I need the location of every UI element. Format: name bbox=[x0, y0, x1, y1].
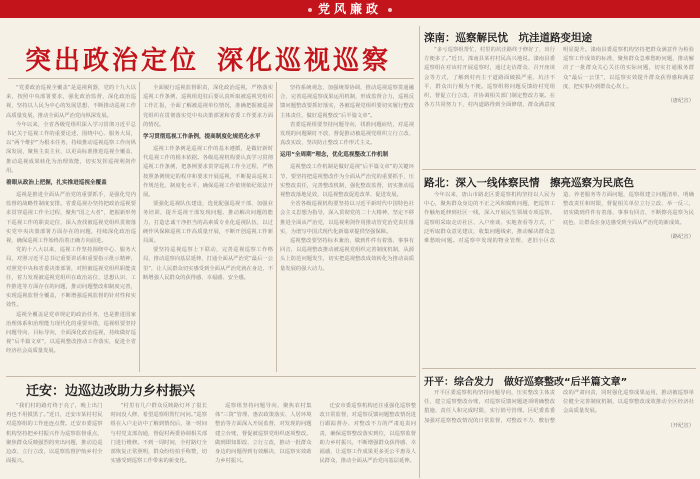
paragraph: 全省各级巡视机构要坚持以习近平新时代中国特色社会主义思想为指导，深入贯彻党的二十大精神，坚定不移推进全面从严治党，以巡视利剑作用推动管党治党责任落实，为谱写中国式现代化新篇章提供坚强保障。 bbox=[280, 201, 414, 235]
paragraph: “党委政治巡视全覆盖”是巡视利器，党的十九大以来，按照中央部署要求，强化政治监督，深化政治巡视，坚持以人民为中心的发展思想，不断推动巡视工作高质量发展，推动全面从严治党向纵深发展。 bbox=[6, 85, 136, 119]
paragraph: 党的十八大以来，巡视工作坚持围绕中心、服务大局，对照习近平总书记重要讲话和重要指示批示精神，对照党中央和省委决策部署，对照被巡视党组织职能责任，着力发现被巡视党组织在政治站位、思想认识、工作推进等方面存在的问题，推动问题整改和制度完善，实现巡视监督全覆盖，不断增强巡视监督的针对性和实效性。 bbox=[6, 247, 136, 309]
byline: （开纪宣） bbox=[667, 422, 694, 429]
subheading: 着眼从政治上把握，扎实推进巡视全覆盖 bbox=[6, 180, 107, 187]
article-body-qianan bbox=[6, 402, 416, 478]
headline-divider bbox=[8, 78, 414, 79]
section-header-title bbox=[0, 0, 700, 18]
paragraph: 巡察组坚持问题导向，聚焦农村集体“三资”管理、惠农政策落实、人居环境整治等方面深入开展监督，对发现的问题建立台账，督促被巡察党组织逐项整改，做到即知即改、立行立改，推动一批群众身边的问题得到有效解决，以巡察实效助力乡村振兴。 bbox=[215, 403, 312, 465]
headline-part-2: 深化巡视巡察 bbox=[217, 46, 392, 76]
newspaper-page bbox=[0, 18, 700, 479]
paragraph: “多亏巡察组帮忙，村里的坑洼路终于修好了，出行方便多了。”近日，滦南县某村村民高兴地说。滦南县委巡察组在对该村开展巡察时，通过走访群众、召开座谈会等方式，了解到村内主干道路面破损严重、坑洼不平，群众出行极为不便。巡察组将问题反馈给村党组织，督促立行立改，并协调相关部门制定整改方案。在各方共同努力下，村内道路得到全面修缮，群众满意度明显提升。滦南县委巡察机构坚持把群众满意作为检验巡察工作成效的标准，聚焦群众急难愁盼问题，推动解决了一批群众关心关注的实际问题，切实打通服务群众“最后一公里”，以巡察实效提升群众获得感和满意度，把实事办到群众心坎上。 bbox=[424, 47, 694, 109]
paragraph: 巡视整改要坚持标本兼治，做到件件有着落、事事有回音，以巡视整改推动被巡视党组织完善制度机制，从源头上防范问题发生，切实把巡视整改成效转化为推动高质量发展的强大动力。 bbox=[280, 238, 414, 272]
article-title-qianan: 迁安：边巡边改助力乡村振兴 bbox=[26, 384, 196, 399]
article-title-kaiping: 开平：综合发力 做好巡察整改“后半篇文章” bbox=[424, 377, 628, 388]
article-divider bbox=[6, 376, 416, 377]
paragraph: 迁安市委巡察机构还注重强化巡察整改日常监督，对巡察反馈问题整改情况进行跟踪督办，对整改不力的严肃追责问责，确保巡察整改落实到位，以巡察监督助力乡村振兴，不断增强群众获得感、幸福感，让巡察工作成果更多更公平惠及人民群众，推动全面从严治党向基层延伸。 bbox=[319, 403, 416, 465]
article-body-lubei bbox=[424, 191, 694, 363]
main-article-column-3 bbox=[280, 84, 414, 370]
paragraph: 今年以来，唐山市路北区委巡察机构坚持以人民为中心，聚焦群众身边的不正之风和腐败问题，把巡察工作触角延伸到社区一线，深入开展民生领域专项巡察。巡察组采取走访社区、入户座谈、实地查看等方式，广泛听取群众意见建议，收集问题线索，推动解决群众急难愁盼问题。对巡察中发现的物业管理、老旧小区改造、养老服务等方面问题，巡察组建立问题清单，明确整改责任和时限，督促相关单位立行立改、举一反三，切实做到件件有着落、事事有回音，不断擦亮巡察为民底色，让群众在身边感受到全面从严治党的新成效。 bbox=[424, 192, 694, 245]
paragraph: 巡视整改工作机制是做好巡视“后半篇文章”的关键环节，要坚持把巡视整改作为全面从严治党的重要抓手，压实整改责任，完善整改机制，强化整改监督，切实推动巡视整改落地见效，以巡视整改促进改革、促进发展。 bbox=[280, 164, 414, 199]
paragraph: 巡视工作条例是巡视工作的基本遵循，是做好新时代巡视工作的根本依据。各级巡视机构要认真学习贯彻巡视工作条例，把条例要求贯穿巡视工作全过程，严格按照条例规定的程序和要求开展巡视，不断提高巡视工作规范化、制度化水平，确保巡视工作依规依纪依法开展。 bbox=[143, 146, 273, 199]
byline: （路纪宣） bbox=[667, 234, 694, 241]
byline: （唐纪宣） bbox=[667, 98, 694, 105]
column-divider bbox=[139, 82, 140, 372]
article-title-luannan: 滦南：巡察解民忧 坑洼道路变坦途 bbox=[424, 32, 592, 44]
subheading: 运用“全周期”理念，优化巡视整改工作机制 bbox=[280, 152, 389, 159]
main-article-column-2 bbox=[143, 84, 273, 370]
headline-part-1: 突出政治定位 bbox=[24, 46, 199, 76]
paragraph: 要强化巡视队伍建设，选优配强巡视干部，加强业务培训，提升巡视干部发现问题、推动解决问题的能力，打造忠诚干净担当的高素质专业化巡视队伍，以过硬作风保障巡视工作高质量开展，不断开创巡视工作新局面。 bbox=[143, 201, 273, 245]
bullet-dot-icon bbox=[388, 8, 392, 12]
article-body-kaiping bbox=[424, 389, 694, 477]
section-name: 党风廉政 bbox=[317, 2, 382, 16]
column-divider bbox=[419, 26, 420, 478]
main-headline bbox=[0, 40, 416, 77]
subheading: 学习贯彻巡视工作条例，提高制度化规范化水平 bbox=[143, 134, 261, 141]
main-article-column-1 bbox=[6, 84, 136, 370]
bullet-dot-icon bbox=[308, 8, 312, 12]
article-title-lubei: 路北：深入一线体察民情 擦亮巡察为民底色 bbox=[424, 177, 634, 189]
paragraph: 巡视全覆盖是党章规定的政治任务，也是推进国家治理体系和治理能力现代化的重要举措，巡视组要坚持问题导向、目标导向，全面深化政治巡视，持续做好巡视“后半篇文章”，以巡视整改推动工作落实，促进全省经济社会高质量发展。 bbox=[6, 311, 136, 355]
section-header-band bbox=[0, 0, 700, 18]
paragraph: 要坚持巡视巡察上下联动，完善巡视巡察工作格局，推动巡察向基层延伸，打通全面从严治党“最后一公里”，让人民群众切实感受到全面从严治党就在身边，不断增强人民群众的获得感、幸福感、安全感。 bbox=[143, 247, 273, 281]
paragraph: “村里有几户群众反映路灯坏了很长时间没人修，希望巡察组帮忙问问。”巡察组在入户走访中了解到情况后，第一时间与村党支部沟通，督促村两委协调相关部门进行维修。不到一周时间，全村路灯全部恢复正常照明，群众纷纷拍手称赞，切实感受到巡察工作带来的新变化。 bbox=[110, 403, 207, 465]
article-body-luannan bbox=[424, 46, 694, 166]
paragraph: 今年以来，全省各级党组织深入学习贯彻习近平总书记关于巡视工作的重要论述，围绕中心、服务大局，以“两个维护”为根本任务，持续推动巡视巡察工作向纵深发展，聚焦主责主业，以更高标准推进巡视全覆盖，推动巡视成果转化为治理效能，切实发挥巡视利剑作用。 bbox=[6, 121, 136, 174]
article-divider bbox=[422, 368, 696, 369]
paragraph: 全面履行巡视监督职责，深化政治巡视，严格落实巡视工作条例，巡视组进驻后要认真听取被巡视党组织工作汇报，全面了解被巡视单位情况，准确把握被巡视党组织在贯彻落实党中央决策部署和省委工作要求方面的情况。 bbox=[143, 85, 273, 128]
article-divider bbox=[422, 169, 696, 170]
paragraph: 开平区委巡察机构坚持问题导向，压实整改主体责任，建立巡察整改台账，对巡察反馈问题逐项明确整改措施、责任人和完成时限，实行销号管理。区纪委监委加强对巡察整改情况的日常监督，对整改不力、敷衍整改的严肃问责，同时强化巡察成果运用，推动被巡察单位健全完善制度机制，以巡察整改成效推动全区经济社会高质量发展。 bbox=[424, 390, 694, 424]
paragraph: 巡视是推进全面从严治党的重要抓手，是强化党内监督的战略性制度安排。省委巡视办坚持把政治巡视要求贯穿巡视工作全过程，聚焦“国之大者”，把握新形势下巡视工作的职责定位，深入查找被巡视党组织贯彻落实党中央决策部署方面存在的问题，持续深化政治巡视，确保巡视工作始终沿着正确方向前进。 bbox=[6, 192, 136, 245]
paragraph: 省委巡视组要坚持问题导向，找准问题症结，对巡视发现的问题紧盯不放，督促推动被巡视党组织立行立改、真改实改，坚决防止整改工作形式主义。 bbox=[280, 121, 414, 147]
paragraph: “我们村的路灯终于亮了，晚上出门再也不用摸黑了。”近日，迁安市某村村民对巡察组的工作连连点赞。迁安市委巡察机构坚持把乡村振兴作为巡察监督重点，聚焦群众反映强烈的突出问题，推动边巡边改、立行立改，以巡察监督护航乡村全面振兴。 bbox=[6, 403, 103, 465]
column-divider bbox=[276, 82, 277, 372]
paragraph: 坚持系统观念，加强统筹协调，推动巡视巡察贯通融合，完善巡视巡察成果运用机制，形成监督合力，巡视反馈问题整改要抓好落实，各被巡视党组织要切实履行整改主体责任，做好巡视整改“后半篇文章”。 bbox=[280, 85, 414, 119]
